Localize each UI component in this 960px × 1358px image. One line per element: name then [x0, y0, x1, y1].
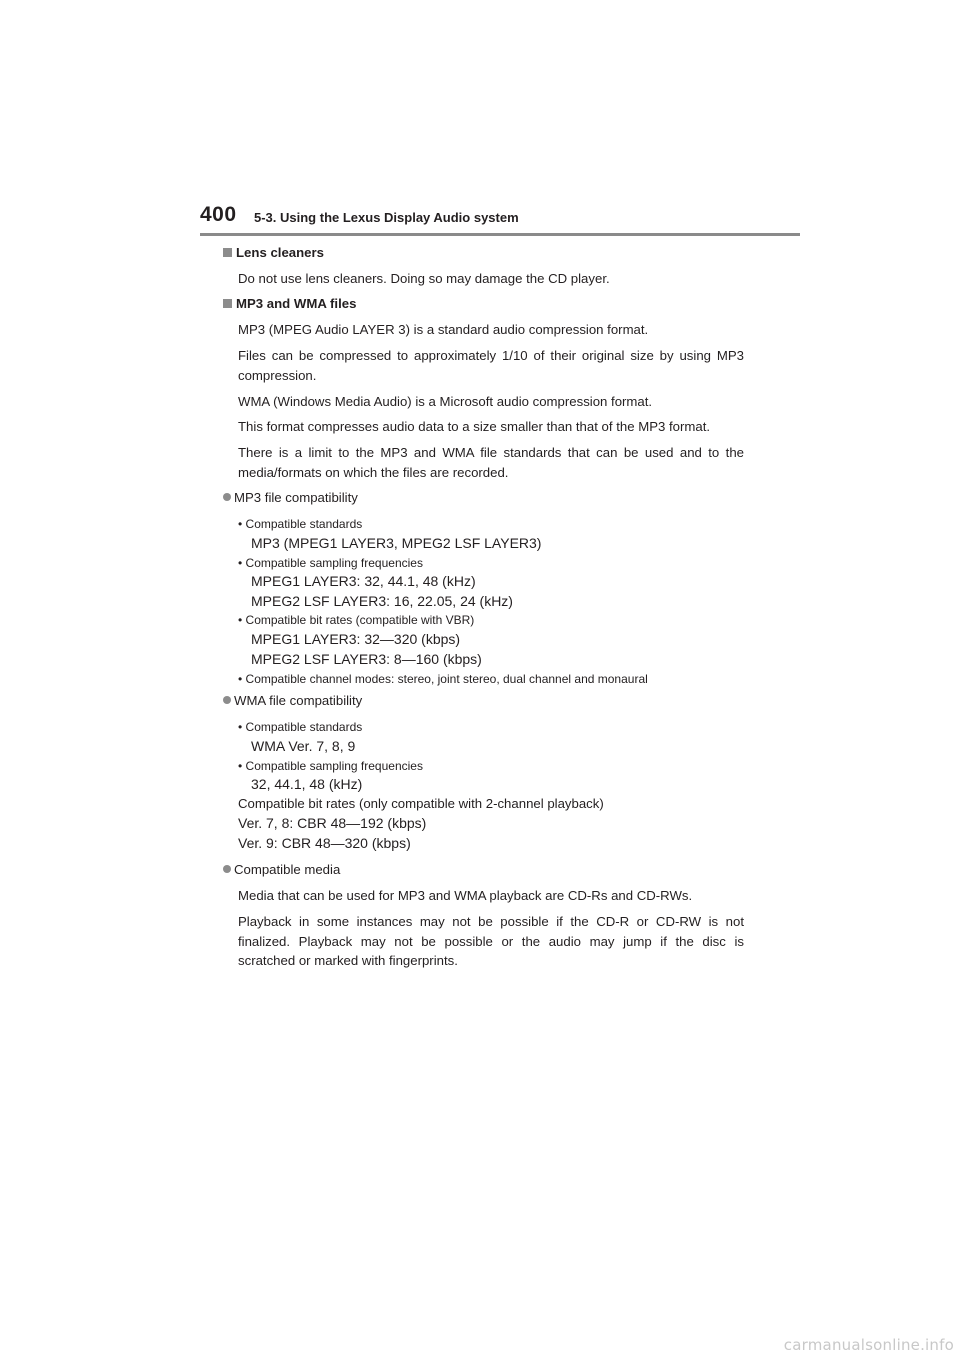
- mp3-wma-p5b: media/formats on which the files are recorded.: [238, 465, 509, 480]
- mp3-compat-l5: MPEG2 LSF LAYER3: 16, 22.05, 24 (kHz): [251, 593, 513, 609]
- square-bullet-icon: [223, 299, 232, 308]
- mp3-compat-title: MP3 file compatibility: [234, 490, 358, 505]
- wma-compat-l2: WMA Ver. 7, 8, 9: [251, 738, 356, 754]
- lens-cleaners-text: Do not use lens cleaners. Doing so may damage the CD player.: [238, 271, 610, 286]
- mp3-compat-l6: • Compatible bit rates (compatible with VBR): [238, 613, 475, 627]
- mp3-compat-l4: MPEG1 LAYER3: 32, 44.1, 48 (kHz): [251, 573, 476, 589]
- mp3-compat-heading: [223, 490, 358, 506]
- circle-bullet-icon: [223, 493, 231, 501]
- wma-compat-title: WMA file compatibility: [234, 693, 363, 708]
- mp3-wma-p3: WMA (Windows Media Audio) is a Microsoft audio compression format.: [238, 394, 653, 409]
- media-heading: [223, 862, 340, 878]
- wma-compat-l6: Ver. 7, 8: CBR 48—192 (kbps): [238, 815, 427, 831]
- wma-compat-l4: 32, 44.1, 48 (kHz): [251, 776, 363, 792]
- circle-bullet-icon: [223, 865, 231, 873]
- watermark: carmanualsonline.info: [783, 1336, 954, 1354]
- wma-compat-heading: [223, 693, 362, 709]
- section-title: 5-3. Using the Lexus Display Audio system: [254, 210, 519, 225]
- mp3-compat-l7: MPEG1 LAYER3: 32—320 (kbps): [251, 631, 461, 647]
- media-p1: Media that can be used for MP3 and WMA playback are CD-Rs and CD-RWs.: [238, 888, 693, 903]
- page-number: 400: [200, 203, 237, 226]
- mp3-wma-heading: [223, 296, 356, 312]
- lens-cleaners-title: Lens cleaners: [236, 245, 324, 260]
- mp3-wma-p2b: compression.: [238, 368, 317, 383]
- mp3-wma-p1: MP3 (MPEG Audio LAYER 3) is a standard audio compression format.: [238, 322, 649, 337]
- lens-cleaners-heading: [223, 245, 324, 261]
- mp3-compat-l1: • Compatible standards: [238, 517, 363, 531]
- mp3-compat-l3: • Compatible sampling frequencies: [238, 556, 423, 570]
- wma-compat-l7: Ver. 9: CBR 48—320 (kbps): [238, 835, 411, 851]
- mp3-wma-p2a: Files can be compressed to approximately 1/10 of their original size by using MP3: [238, 348, 744, 363]
- media-p2c: scratched or marked with fingerprints.: [238, 953, 458, 968]
- mp3-compat-l9: • Compatible channel modes: stereo, joint stereo, dual channel and monaural: [238, 672, 648, 686]
- page-header: [200, 203, 800, 233]
- square-bullet-icon: [223, 248, 232, 257]
- mp3-compat-l8: MPEG2 LSF LAYER3: 8—160 (kbps): [251, 651, 482, 667]
- wma-compat-l3: • Compatible sampling frequencies: [238, 759, 423, 773]
- mp3-compat-l2: MP3 (MPEG1 LAYER3, MPEG2 LSF LAYER3): [251, 535, 542, 551]
- header-rule: [200, 233, 800, 236]
- mp3-wma-title: MP3 and WMA files: [236, 296, 357, 311]
- media-p2b: finalized. Playback may not be possible or the audio may jump if the disc is: [238, 934, 744, 949]
- media-title: Compatible media: [234, 862, 341, 877]
- wma-compat-l5: Compatible bit rates (only compatible with 2-channel playback): [238, 796, 604, 811]
- mp3-wma-p5a: There is a limit to the MP3 and WMA file standards that can be used and to the: [238, 445, 744, 460]
- mp3-wma-p4: This format compresses audio data to a size smaller than that of the MP3 format.: [238, 419, 711, 434]
- media-p2a: Playback in some instances may not be possible if the CD-R or CD-RW is not: [238, 914, 744, 929]
- circle-bullet-icon: [223, 696, 231, 704]
- wma-compat-l1: • Compatible standards: [238, 720, 363, 734]
